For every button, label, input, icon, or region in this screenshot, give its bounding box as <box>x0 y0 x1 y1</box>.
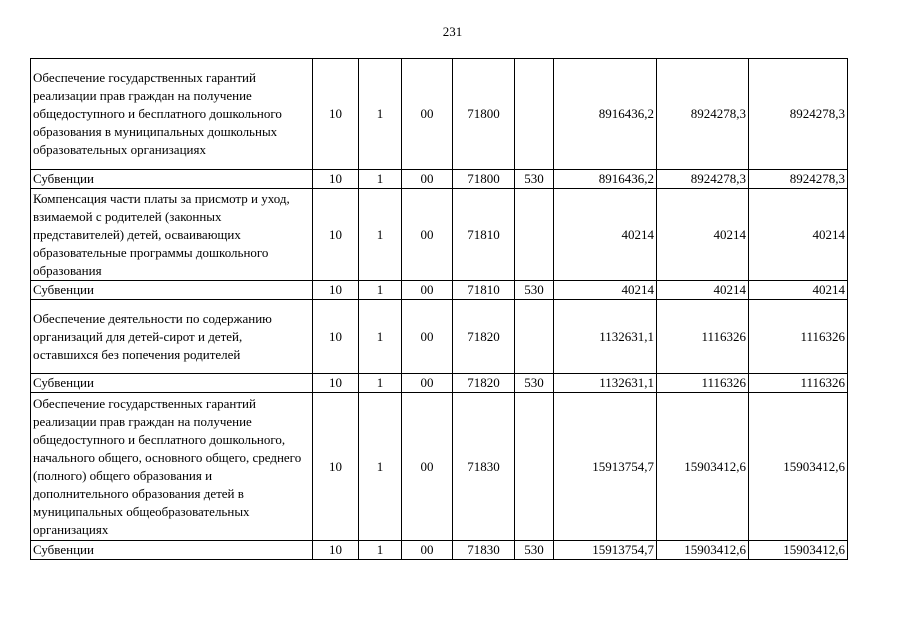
item-code: 71820 <box>453 300 515 374</box>
program-code: 00 <box>402 189 453 281</box>
amount-year-2: 15903412,6 <box>657 541 749 560</box>
item-code: 71830 <box>453 393 515 541</box>
row-description: Субвенции <box>31 541 313 560</box>
program-code: 00 <box>402 281 453 300</box>
item-code: 71820 <box>453 374 515 393</box>
table-row <box>31 300 848 374</box>
amount-year-2: 8924278,3 <box>657 59 749 170</box>
amount-year-2: 40214 <box>657 281 749 300</box>
amount-year-1: 1132631,1 <box>554 374 657 393</box>
row-description: Субвенции <box>31 170 313 189</box>
amount-year-1: 8916436,2 <box>554 170 657 189</box>
row-description: Обеспечение государственных гарантий реализации прав граждан на получение общедоступного и бесплатного дошкольного образования в муниципальных дошкольных образовательных организациях <box>31 59 313 170</box>
section-code: 10 <box>313 170 359 189</box>
subsection-code: 1 <box>359 59 402 170</box>
amount-year-1: 40214 <box>554 189 657 281</box>
program-code: 00 <box>402 393 453 541</box>
budget-table <box>30 58 848 560</box>
table-row <box>31 189 848 281</box>
section-code: 10 <box>313 300 359 374</box>
item-code: 71810 <box>453 281 515 300</box>
subsection-code: 1 <box>359 281 402 300</box>
page-number: 231 <box>442 24 463 39</box>
subsection-code: 1 <box>359 393 402 541</box>
amount-year-1: 1132631,1 <box>554 300 657 374</box>
section-code: 10 <box>313 189 359 281</box>
expense-type-code: 530 <box>515 374 554 393</box>
amount-year-1: 8916436,2 <box>554 59 657 170</box>
subsection-code: 1 <box>359 300 402 374</box>
section-code: 10 <box>313 59 359 170</box>
amount-year-2: 1116326 <box>657 300 749 374</box>
amount-year-3: 15903412,6 <box>749 393 848 541</box>
amount-year-2: 15903412,6 <box>657 393 749 541</box>
amount-year-3: 40214 <box>749 281 848 300</box>
expense-type-code <box>515 300 554 374</box>
amount-year-1: 15913754,7 <box>554 541 657 560</box>
item-code: 71810 <box>453 189 515 281</box>
table-row <box>31 281 848 300</box>
item-code: 71800 <box>453 170 515 189</box>
expense-type-code: 530 <box>515 541 554 560</box>
amount-year-3: 15903412,6 <box>749 541 848 560</box>
row-description: Субвенции <box>31 281 313 300</box>
amount-year-2: 8924278,3 <box>657 170 749 189</box>
table-row <box>31 541 848 560</box>
subsection-code: 1 <box>359 170 402 189</box>
expense-type-code <box>515 393 554 541</box>
expense-type-code <box>515 189 554 281</box>
table-row <box>31 393 848 541</box>
table-row <box>31 170 848 189</box>
amount-year-2: 40214 <box>657 189 749 281</box>
amount-year-3: 40214 <box>749 189 848 281</box>
program-code: 00 <box>402 541 453 560</box>
program-code: 00 <box>402 300 453 374</box>
table-row <box>31 59 848 170</box>
expense-type-code <box>515 59 554 170</box>
amount-year-3: 8924278,3 <box>749 59 848 170</box>
amount-year-3: 1116326 <box>749 300 848 374</box>
item-code: 71800 <box>453 59 515 170</box>
section-code: 10 <box>313 393 359 541</box>
expense-type-code: 530 <box>515 281 554 300</box>
row-description: Обеспечение деятельности по содержанию организаций для детей-сирот и детей, оставшихся без попечения родителей <box>31 300 313 374</box>
section-code: 10 <box>313 374 359 393</box>
section-code: 10 <box>313 281 359 300</box>
row-description: Обеспечение государственных гарантий реализации прав граждан на получение общедоступного и бесплатного дошкольного, начального общего, основного общего, среднего (полного) общего образования и дополнительного образования детей в муниципальных общеобразовательных организациях <box>31 393 313 541</box>
expense-type-code: 530 <box>515 170 554 189</box>
row-description: Компенсация части платы за присмотр и уход, взимаемой с родителей (законных представителей) детей, осваивающих образовательные программы дошкольного образования <box>31 189 313 281</box>
program-code: 00 <box>402 170 453 189</box>
item-code: 71830 <box>453 541 515 560</box>
section-code: 10 <box>313 541 359 560</box>
amount-year-1: 40214 <box>554 281 657 300</box>
subsection-code: 1 <box>359 189 402 281</box>
table-row <box>31 374 848 393</box>
subsection-code: 1 <box>359 541 402 560</box>
program-code: 00 <box>402 59 453 170</box>
amount-year-2: 1116326 <box>657 374 749 393</box>
row-description: Субвенции <box>31 374 313 393</box>
amount-year-1: 15913754,7 <box>554 393 657 541</box>
amount-year-3: 8924278,3 <box>749 170 848 189</box>
program-code: 00 <box>402 374 453 393</box>
subsection-code: 1 <box>359 374 402 393</box>
amount-year-3: 1116326 <box>749 374 848 393</box>
